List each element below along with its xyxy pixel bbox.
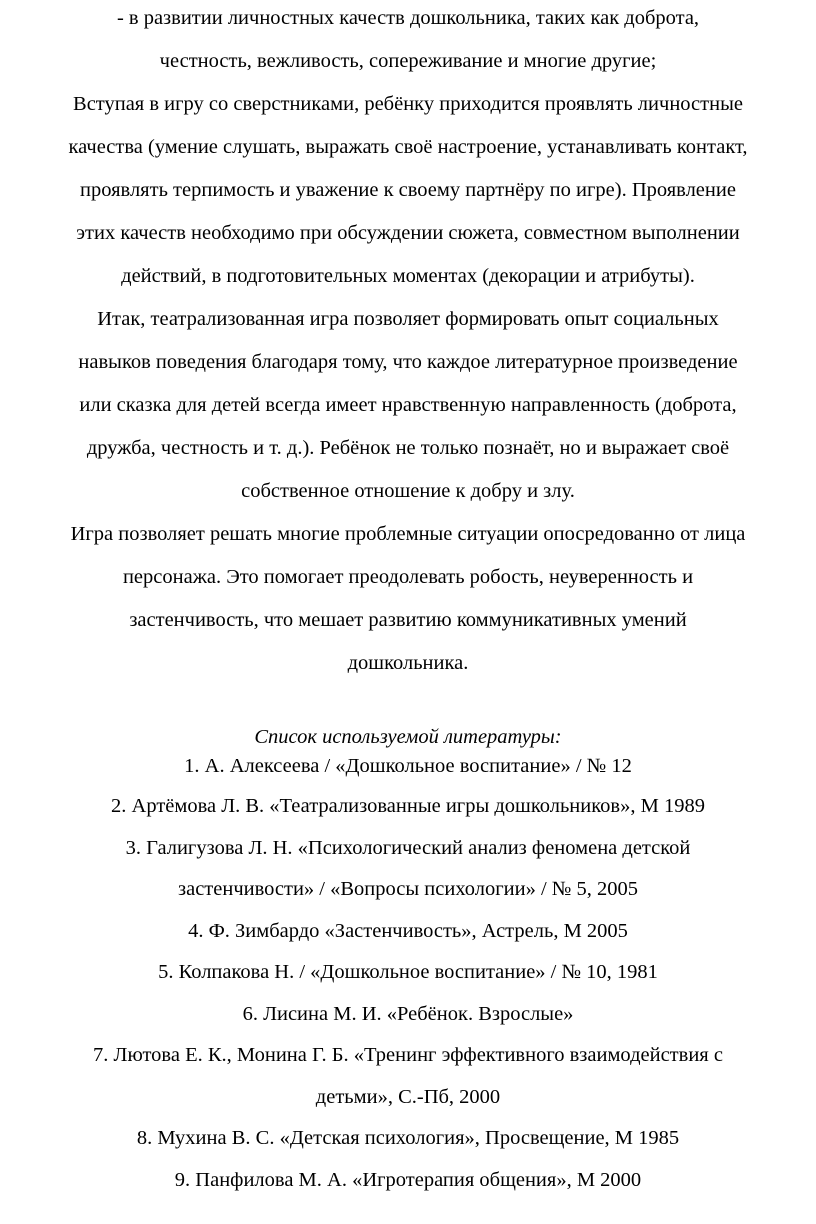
reference-item: 1. А. Алексеева / «Дошкольное воспитание» / № 12	[184, 755, 632, 777]
paragraph-problem-situations	[4, 513, 812, 685]
text-line: этих качеств необходимо при обсуждении сюжета, совместном выполнении	[76, 222, 740, 244]
reference-item: 6. Лисина М. И. «Ребёнок. Взрослые»	[242, 1002, 574, 1025]
reference-item: 8. Мухина В. С. «Детская психология», Просвещение, М 1985	[136, 1127, 680, 1149]
text-line: дружба, честность и т. д.). Ребёнок не только познаёт, но и выражает своё	[86, 437, 730, 459]
reference-item-continuation: застенчивости» / «Вопросы психологии» / № 5, 2005	[178, 878, 638, 900]
references-heading: Список используемой литературы:	[254, 726, 562, 748]
text-line: проявлять терпимость и уважение к своему партнёру по игре). Проявление	[80, 179, 736, 201]
text-line: Игра позволяет решать многие проблемные ситуации опосредованно от лица	[70, 523, 746, 545]
paragraph-social-skills	[4, 298, 812, 513]
reference-item: 9. Панфилова М. А. «Игротерапия общения», М 2000	[174, 1168, 642, 1191]
text-line: дошкольника.	[347, 652, 469, 674]
section-spacer	[4, 685, 812, 723]
reference-item-continuation: детьми», С.-Пб, 2000	[315, 1085, 501, 1108]
text-line: действий, в подготовительных моментах (декорации и атрибуты).	[121, 265, 695, 287]
reference-item: 7. Лютова Е. К., Монина Г. Б. «Тренинг эффективного взаимодействия с	[93, 1044, 723, 1066]
text-line: или сказка для детей всегда имеет нравственную направленность (доброта,	[79, 394, 737, 416]
reference-item: 4. Ф. Зимбардо «Застенчивость», Астрель, М 2005	[188, 919, 628, 942]
text-line: Итак, театрализованная игра позволяет формировать опыт социальных	[97, 308, 719, 330]
text-line: - в развитии личностных качеств дошкольника, таких как доброта,	[116, 7, 700, 29]
paragraph-peer-play	[4, 83, 812, 298]
reference-item: 3. Галигузова Л. Н. «Психологический анализ феномена детской	[125, 836, 691, 859]
text-line: собственное отношение к добру и злу.	[241, 480, 575, 502]
text-line: честность, вежливость, сопереживание и многие другие;	[159, 50, 657, 72]
text-line: качества (умение слушать, выражать своё настроение, устанавливать контакт,	[68, 136, 748, 158]
reference-item: 5. Колпакова Н. / «Дошкольное воспитание» / № 10, 1981	[158, 961, 658, 983]
text-line: застенчивость, что мешает развитию коммуникативных умений	[129, 609, 687, 631]
reference-item: 2. Артёмова Л. В. «Театрализованные игры дошкольников», М 1989	[111, 795, 705, 817]
text-line: навыков поведения благодаря тому, что каждое литературное произведение	[78, 351, 738, 373]
text-line: Вступая в игру со сверстниками, ребёнку приходится проявлять личностные	[73, 93, 743, 115]
paragraph-personal-qualities	[4, 0, 812, 83]
references-section	[4, 723, 812, 1201]
text-line: персонажа. Это помогает преодолевать робость, неуверенность и	[122, 566, 694, 588]
